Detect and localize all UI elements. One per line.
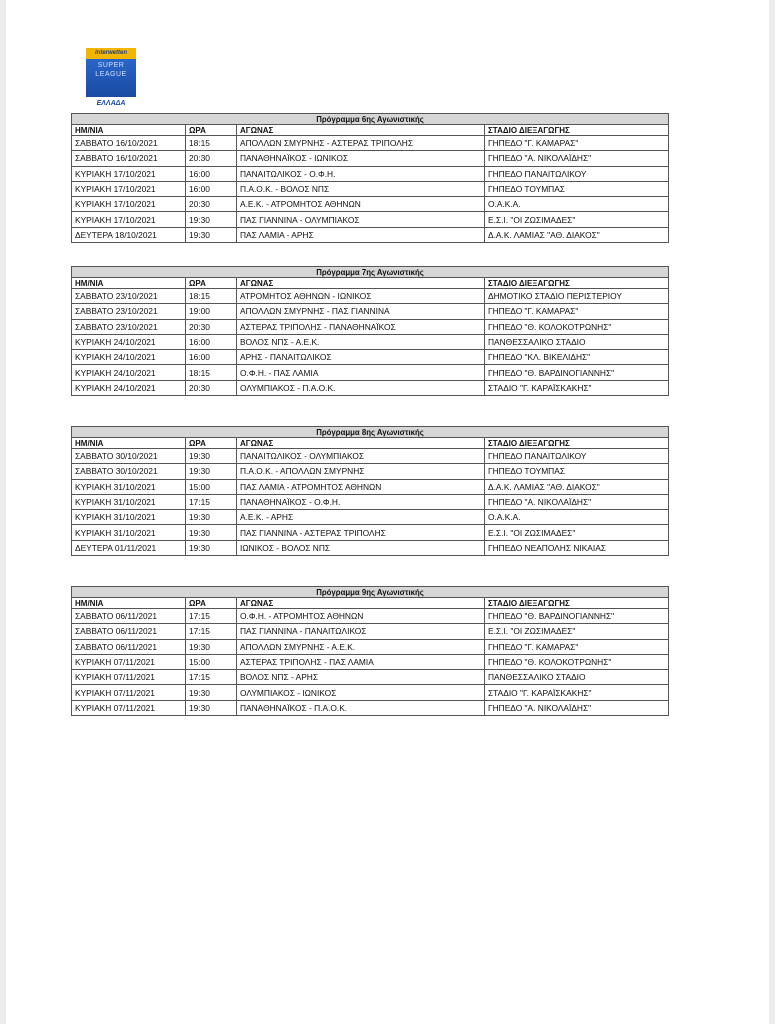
table-row (72, 654, 669, 669)
cell-match: ΒΟΛΟΣ ΝΠΣ - ΑΡΗΣ (237, 670, 485, 685)
cell-match: ΠΑΣ ΓΙΑΝΝΙΝΑ - ΑΣΤΕΡΑΣ ΤΡΙΠΟΛΗΣ (237, 525, 485, 540)
cell-time: 19:30 (186, 212, 237, 227)
cell-stadium: ΓΗΠΕΔΟ ΝΕΑΠΟΛΗΣ ΝΙΚΑΙΑΣ (485, 540, 669, 555)
cell-time: 19:30 (186, 685, 237, 700)
cell-stadium: ΓΗΠΕΔΟ "Α. ΝΙΚΟΛΑΪΔΗΣ" (485, 151, 669, 166)
header-match: ΑΓΩΝΑΣ (237, 278, 485, 289)
header-stadium: ΣΤΑΔΙΟ ΔΙΕΞΑΓΩΓΗΣ (485, 278, 669, 289)
cell-stadium: ΓΗΠΕΔΟ "ΚΛ. ΒΙΚΕΛΙΔΗΣ" (485, 350, 669, 365)
header-match: ΑΓΩΝΑΣ (237, 438, 485, 449)
table-row (72, 227, 669, 242)
header-stadium: ΣΤΑΔΙΟ ΔΙΕΞΑΓΩΓΗΣ (485, 598, 669, 609)
cell-time: 19:30 (186, 540, 237, 555)
round-table (71, 426, 669, 556)
cell-stadium: ΓΗΠΕΔΟ ΤΟΥΜΠΑΣ (485, 181, 669, 196)
cell-match: ΑΠΟΛΛΩΝ ΣΜΥΡΝΗΣ - ΑΣΤΕΡΑΣ ΤΡΙΠΟΛΗΣ (237, 136, 485, 151)
cell-time: 19:00 (186, 304, 237, 319)
cell-time: 16:00 (186, 350, 237, 365)
header-date: ΗΜ/ΝΙΑ (72, 438, 186, 449)
cell-match: ΑΠΟΛΛΩΝ ΣΜΥΡΝΗΣ - Α.Ε.Κ. (237, 639, 485, 654)
cell-stadium: ΓΗΠΕΔΟ "Γ. ΚΑΜΑΡΑΣ" (485, 136, 669, 151)
table-row (72, 525, 669, 540)
cell-stadium: ΠΑΝΘΕΣΣΑΛΙΚΟ ΣΤΑΔΙΟ (485, 670, 669, 685)
cell-date: ΚΥΡΙΑΚΗ 07/11/2021 (72, 654, 186, 669)
table-row (72, 494, 669, 509)
header-row (72, 598, 669, 609)
cell-stadium: ΣΤΑΔΙΟ "Γ. ΚΑΡΑΪΣΚΑΚΗΣ" (485, 380, 669, 395)
cell-time: 20:30 (186, 319, 237, 334)
table-row (72, 479, 669, 494)
cell-stadium: ΓΗΠΕΔΟ "Γ. ΚΑΜΑΡΑΣ" (485, 639, 669, 654)
cell-date: ΚΥΡΙΑΚΗ 17/10/2021 (72, 166, 186, 181)
cell-time: 15:00 (186, 479, 237, 494)
round-title-row (72, 114, 669, 125)
cell-time: 15:00 (186, 654, 237, 669)
round-table (71, 113, 669, 243)
cell-time: 20:30 (186, 151, 237, 166)
cell-stadium: Δ.Α.Κ. ΛΑΜΙΑΣ "ΑΘ. ΔΙΑΚΟΣ" (485, 479, 669, 494)
cell-date: ΚΥΡΙΑΚΗ 07/11/2021 (72, 685, 186, 700)
header-match: ΑΓΩΝΑΣ (237, 598, 485, 609)
cell-match: Ο.Φ.Η. - ΑΤΡΟΜΗΤΟΣ ΑΘΗΝΩΝ (237, 609, 485, 624)
cell-match: ΠΑΝΑΙΤΩΛΙΚΟΣ - ΟΛΥΜΠΙΑΚΟΣ (237, 449, 485, 464)
cell-date: ΚΥΡΙΑΚΗ 17/10/2021 (72, 181, 186, 196)
table-row (72, 289, 669, 304)
header-time: ΩΡΑ (186, 598, 237, 609)
round-table (71, 586, 669, 716)
cell-match: ΙΩΝΙΚΟΣ - ΒΟΛΟΣ ΝΠΣ (237, 540, 485, 555)
cell-match: ΑΡΗΣ - ΠΑΝΑΙΤΩΛΙΚΟΣ (237, 350, 485, 365)
cell-time: 16:00 (186, 334, 237, 349)
cell-stadium: Ο.Α.Κ.Α. (485, 197, 669, 212)
cell-stadium: ΓΗΠΕΔΟ "Θ. ΒΑΡΔΙΝΟΓΙΑΝΝΗΣ" (485, 365, 669, 380)
header-stadium: ΣΤΑΔΙΟ ΔΙΕΞΑΓΩΓΗΣ (485, 125, 669, 136)
header-stadium: ΣΤΑΔΙΟ ΔΙΕΞΑΓΩΓΗΣ (485, 438, 669, 449)
cell-date: ΚΥΡΙΑΚΗ 31/10/2021 (72, 510, 186, 525)
cell-match: Π.Α.Ο.Κ. - ΑΠΟΛΛΩΝ ΣΜΥΡΝΗΣ (237, 464, 485, 479)
cell-match: ΠΑΣ ΓΙΑΝΝΙΝΑ - ΠΑΝΑΙΤΩΛΙΚΟΣ (237, 624, 485, 639)
table-row (72, 700, 669, 715)
table-row (72, 685, 669, 700)
header-date: ΗΜ/ΝΙΑ (72, 278, 186, 289)
cell-date: ΚΥΡΙΑΚΗ 07/11/2021 (72, 670, 186, 685)
round-title: Πρόγραμμα 8ης Αγωνιστικής (72, 427, 669, 438)
table-row (72, 166, 669, 181)
cell-stadium: ΓΗΠΕΔΟ ΠΑΝΑΙΤΩΛΙΚΟΥ (485, 449, 669, 464)
cell-date: ΣΑΒΒΑΤΟ 06/11/2021 (72, 639, 186, 654)
table-row (72, 609, 669, 624)
cell-date: ΣΑΒΒΑΤΟ 30/10/2021 (72, 449, 186, 464)
cell-date: ΚΥΡΙΑΚΗ 17/10/2021 (72, 197, 186, 212)
table-row (72, 639, 669, 654)
cell-match: ΟΛΥΜΠΙΑΚΟΣ - Π.Α.Ο.Κ. (237, 380, 485, 395)
header-match: ΑΓΩΝΑΣ (237, 125, 485, 136)
cell-date: ΣΑΒΒΑΤΟ 16/10/2021 (72, 151, 186, 166)
round-title: Πρόγραμμα 7ης Αγωνιστικής (72, 267, 669, 278)
cell-time: 20:30 (186, 197, 237, 212)
cell-stadium: ΓΗΠΕΔΟ "Α. ΝΙΚΟΛΑΪΔΗΣ" (485, 700, 669, 715)
cell-match: ΠΑΝΑΘΗΝΑΪΚΟΣ - Ο.Φ.Η. (237, 494, 485, 509)
cell-date: ΚΥΡΙΑΚΗ 07/11/2021 (72, 700, 186, 715)
cell-time: 17:15 (186, 494, 237, 509)
header-time: ΩΡΑ (186, 278, 237, 289)
header-date: ΗΜ/ΝΙΑ (72, 125, 186, 136)
cell-match: Α.Ε.Κ. - ΑΡΗΣ (237, 510, 485, 525)
cell-date: ΚΥΡΙΑΚΗ 24/10/2021 (72, 350, 186, 365)
cell-date: ΚΥΡΙΑΚΗ 31/10/2021 (72, 479, 186, 494)
logo-sponsor: interwetten (86, 48, 136, 59)
cell-time: 17:15 (186, 670, 237, 685)
cell-time: 19:30 (186, 525, 237, 540)
cell-date: ΣΑΒΒΑΤΟ 23/10/2021 (72, 304, 186, 319)
cell-match: ΠΑΝΑΙΤΩΛΙΚΟΣ - Ο.Φ.Η. (237, 166, 485, 181)
cell-date: ΣΑΒΒΑΤΟ 23/10/2021 (72, 289, 186, 304)
cell-match: ΑΤΡΟΜΗΤΟΣ ΑΘΗΝΩΝ - ΙΩΝΙΚΟΣ (237, 289, 485, 304)
table-row (72, 334, 669, 349)
cell-time: 18:15 (186, 136, 237, 151)
header-time: ΩΡΑ (186, 125, 237, 136)
cell-stadium: Ε.Σ.Ι. "ΟΙ ΖΩΣΙΜΑΔΕΣ" (485, 624, 669, 639)
cell-match: ΑΣΤΕΡΑΣ ΤΡΙΠΟΛΗΣ - ΠΑΝΑΘΗΝΑΪΚΟΣ (237, 319, 485, 334)
cell-stadium: Δ.Α.Κ. ΛΑΜΙΑΣ "ΑΘ. ΔΙΑΚΟΣ" (485, 227, 669, 242)
cell-date: ΣΑΒΒΑΤΟ 30/10/2021 (72, 464, 186, 479)
table-row (72, 350, 669, 365)
round-title: Πρόγραμμα 9ης Αγωνιστικής (72, 587, 669, 598)
cell-stadium: ΓΗΠΕΔΟ ΤΟΥΜΠΑΣ (485, 464, 669, 479)
cell-match: Α.Ε.Κ. - ΑΤΡΟΜΗΤΟΣ ΑΘΗΝΩΝ (237, 197, 485, 212)
cell-date: ΣΑΒΒΑΤΟ 06/11/2021 (72, 609, 186, 624)
header-row (72, 438, 669, 449)
table-row (72, 365, 669, 380)
round-title: Πρόγραμμα 6ης Αγωνιστικής (72, 114, 669, 125)
table-row (72, 540, 669, 555)
header-row (72, 125, 669, 136)
cell-time: 19:30 (186, 510, 237, 525)
cell-date: ΚΥΡΙΑΚΗ 31/10/2021 (72, 494, 186, 509)
cell-stadium: ΓΗΠΕΔΟ "Θ. ΒΑΡΔΙΝΟΓΙΑΝΝΗΣ" (485, 609, 669, 624)
cell-stadium: ΓΗΠΕΔΟ ΠΑΝΑΙΤΩΛΙΚΟΥ (485, 166, 669, 181)
cell-date: ΣΑΒΒΑΤΟ 16/10/2021 (72, 136, 186, 151)
cell-date: ΚΥΡΙΑΚΗ 17/10/2021 (72, 212, 186, 227)
cell-date: ΚΥΡΙΑΚΗ 24/10/2021 (72, 380, 186, 395)
table-row (72, 212, 669, 227)
cell-date: ΔΕΥΤΕΡΑ 01/11/2021 (72, 540, 186, 555)
table-row (72, 464, 669, 479)
cell-match: ΑΣΤΕΡΑΣ ΤΡΙΠΟΛΗΣ - ΠΑΣ ΛΑΜΙΑ (237, 654, 485, 669)
cell-time: 19:30 (186, 464, 237, 479)
cell-stadium: ΔΗΜΟΤΙΚΟ ΣΤΑΔΙΟ ΠΕΡΙΣΤΕΡΙΟΥ (485, 289, 669, 304)
cell-stadium: Ε.Σ.Ι. "ΟΙ ΖΩΣΙΜΑΔΕΣ" (485, 212, 669, 227)
super-league-logo (86, 48, 136, 110)
table-row (72, 136, 669, 151)
cell-stadium: Ε.Σ.Ι. "ΟΙ ΖΩΣΙΜΑΔΕΣ" (485, 525, 669, 540)
cell-time: 20:30 (186, 380, 237, 395)
cell-match: ΠΑΣ ΓΙΑΝΝΙΝΑ - ΟΛΥΜΠΙΑΚΟΣ (237, 212, 485, 227)
header-row (72, 278, 669, 289)
cell-time: 19:30 (186, 449, 237, 464)
table-row (72, 197, 669, 212)
cell-match: ΟΛΥΜΠΙΑΚΟΣ - ΙΩΝΙΚΟΣ (237, 685, 485, 700)
cell-match: ΑΠΟΛΛΩΝ ΣΜΥΡΝΗΣ - ΠΑΣ ΓΙΑΝΝΙΝΑ (237, 304, 485, 319)
header-time: ΩΡΑ (186, 438, 237, 449)
table-row (72, 319, 669, 334)
logo-country: ΕΛΛΑΔΑ (96, 100, 126, 107)
cell-stadium: ΠΑΝΘΕΣΣΑΛΙΚΟ ΣΤΑΔΙΟ (485, 334, 669, 349)
cell-time: 16:00 (186, 166, 237, 181)
cell-date: ΚΥΡΙΑΚΗ 24/10/2021 (72, 334, 186, 349)
cell-stadium: ΓΗΠΕΔΟ "Γ. ΚΑΜΑΡΑΣ" (485, 304, 669, 319)
cell-date: ΔΕΥΤΕΡΑ 18/10/2021 (72, 227, 186, 242)
cell-date: ΚΥΡΙΑΚΗ 31/10/2021 (72, 525, 186, 540)
cell-match: ΠΑΝΑΘΗΝΑΪΚΟΣ - Π.Α.Ο.Κ. (237, 700, 485, 715)
cell-time: 17:15 (186, 609, 237, 624)
cell-match: ΠΑΣ ΛΑΜΙΑ - ΑΡΗΣ (237, 227, 485, 242)
header-date: ΗΜ/ΝΙΑ (72, 598, 186, 609)
cell-match: Π.Α.Ο.Κ. - ΒΟΛΟΣ ΝΠΣ (237, 181, 485, 196)
round-title-row (72, 267, 669, 278)
table-row (72, 181, 669, 196)
cell-match: Ο.Φ.Η. - ΠΑΣ ΛΑΜΙΑ (237, 365, 485, 380)
cell-time: 17:15 (186, 624, 237, 639)
table-row (72, 304, 669, 319)
cell-stadium: ΓΗΠΕΔΟ "Θ. ΚΟΛΟΚΟΤΡΩΝΗΣ" (485, 654, 669, 669)
cell-match: ΠΑΝΑΘΗΝΑΪΚΟΣ - ΙΩΝΙΚΟΣ (237, 151, 485, 166)
round-title-row (72, 587, 669, 598)
cell-match: ΒΟΛΟΣ ΝΠΣ - Α.Ε.Κ. (237, 334, 485, 349)
cell-time: 18:15 (186, 289, 237, 304)
cell-date: ΣΑΒΒΑΤΟ 23/10/2021 (72, 319, 186, 334)
table-row (72, 449, 669, 464)
cell-date: ΣΑΒΒΑΤΟ 06/11/2021 (72, 624, 186, 639)
cell-stadium: ΣΤΑΔΙΟ "Γ. ΚΑΡΑΪΣΚΑΚΗΣ" (485, 685, 669, 700)
document-page (6, 0, 769, 1024)
logo-name: SUPER LEAGUE (86, 59, 136, 97)
cell-date: ΚΥΡΙΑΚΗ 24/10/2021 (72, 365, 186, 380)
round-title-row (72, 427, 669, 438)
cell-time: 18:15 (186, 365, 237, 380)
table-row (72, 624, 669, 639)
cell-stadium: ΓΗΠΕΔΟ "Α. ΝΙΚΟΛΑΪΔΗΣ" (485, 494, 669, 509)
round-table (71, 266, 669, 396)
cell-time: 19:30 (186, 700, 237, 715)
table-row (72, 380, 669, 395)
cell-stadium: ΓΗΠΕΔΟ "Θ. ΚΟΛΟΚΟΤΡΩΝΗΣ" (485, 319, 669, 334)
cell-time: 19:30 (186, 639, 237, 654)
table-row (72, 670, 669, 685)
table-row (72, 510, 669, 525)
cell-time: 16:00 (186, 181, 237, 196)
cell-time: 19:30 (186, 227, 237, 242)
cell-match: ΠΑΣ ΛΑΜΙΑ - ΑΤΡΟΜΗΤΟΣ ΑΘΗΝΩΝ (237, 479, 485, 494)
cell-stadium: Ο.Α.Κ.Α. (485, 510, 669, 525)
table-row (72, 151, 669, 166)
